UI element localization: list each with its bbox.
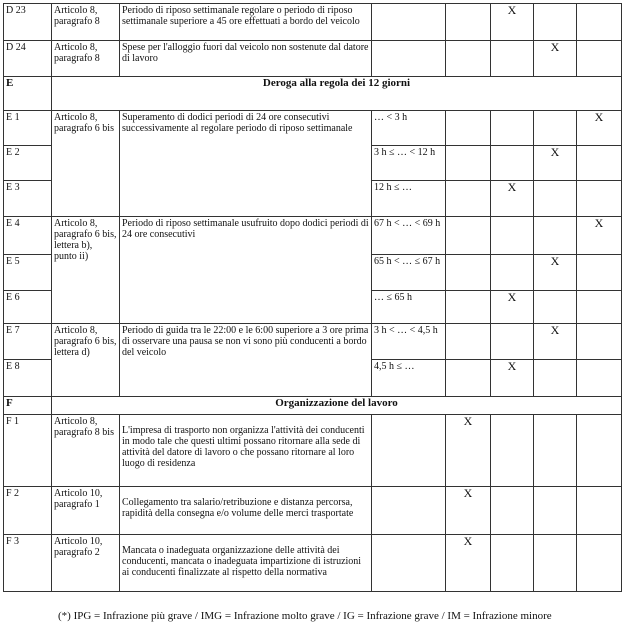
col-im-cell: [577, 324, 622, 360]
col-im-cell: [577, 181, 622, 217]
row-description: Periodo di guida tra le 22:00 e le 6:00 superiore a 3 ore prima di osservare una pausa se non vi sono più conducenti a bordo del veicolo: [120, 324, 372, 397]
row-code: D 24: [4, 41, 52, 77]
col-ig-cell: [534, 181, 577, 217]
row-code: E 4: [4, 217, 52, 255]
table-row-d24: [4, 41, 622, 77]
col-ig-cell: [534, 291, 577, 324]
col-im-cell: [577, 146, 622, 181]
row-code: F 2: [4, 487, 52, 535]
col-img-cell: [491, 217, 534, 255]
row-article: Articolo 8, paragrafo 8: [52, 4, 120, 41]
row-code: D 23: [4, 4, 52, 41]
col-ipg-cell: [446, 146, 491, 181]
col-im-cell: [577, 415, 622, 487]
col-im-cell: [577, 41, 622, 77]
col-im-cell: [577, 535, 622, 592]
section-title: Organizzazione del lavoro: [52, 397, 622, 415]
col-im-cell: [577, 291, 622, 324]
col-img-cell: [491, 41, 534, 77]
col-ig-cell: [534, 535, 577, 592]
col-ipg-cell: X: [446, 415, 491, 487]
row-code: F 1: [4, 415, 52, 487]
condition-cell: [372, 415, 446, 487]
row-article: Articolo 8, paragrafo 6 bis, lettera b), punto ii): [52, 217, 120, 324]
col-ig-cell: [534, 217, 577, 255]
col-ig-cell: X: [534, 41, 577, 77]
col-ipg-cell: X: [446, 487, 491, 535]
col-img-cell: X: [491, 181, 534, 217]
table-row-e4: [4, 217, 622, 255]
infringement-table: [3, 3, 622, 592]
row-article: Articolo 8, paragrafo 8: [52, 41, 120, 77]
section-row-f: [4, 397, 622, 415]
footnote: (*) IPG = Infrazione più grave / IMG = Infrazione molto grave / IG = Infrazione grave / IM = Infrazione minore: [58, 610, 552, 622]
col-im-cell: X: [577, 217, 622, 255]
col-ipg-cell: [446, 181, 491, 217]
col-ig-cell: [534, 4, 577, 41]
row-article: Articolo 8, paragrafo 8 bis: [52, 415, 120, 487]
condition-cell: [372, 4, 446, 41]
row-article: Articolo 10, paragrafo 1: [52, 487, 120, 535]
condition-cell: [372, 487, 446, 535]
col-img-cell: [491, 111, 534, 146]
col-ipg-cell: [446, 217, 491, 255]
row-code: F 3: [4, 535, 52, 592]
col-img-cell: [491, 535, 534, 592]
row-description: Periodo di riposo settimanale regolare o periodo di riposo settimanale superiore a 45 ore effettuati a bordo del veicolo: [120, 4, 372, 41]
col-ig-cell: [534, 360, 577, 397]
col-ipg-cell: X: [446, 535, 491, 592]
row-article: Articolo 8, paragrafo 6 bis: [52, 111, 120, 217]
col-ipg-cell: [446, 4, 491, 41]
col-ipg-cell: [446, 255, 491, 291]
section-title: Deroga alla regola dei 12 giorni: [52, 77, 622, 111]
col-img-cell: X: [491, 360, 534, 397]
col-im-cell: [577, 360, 622, 397]
col-img-cell: [491, 415, 534, 487]
row-description: Superamento di dodici periodi di 24 ore consecutivi successivamente al regolare periodo di riposo settimanale: [120, 111, 372, 217]
col-img-cell: [491, 324, 534, 360]
condition-cell: [372, 41, 446, 77]
col-ig-cell: [534, 415, 577, 487]
col-im-cell: X: [577, 111, 622, 146]
condition-cell: 4,5 h ≤ …: [372, 360, 446, 397]
col-im-cell: [577, 487, 622, 535]
row-code: E 5: [4, 255, 52, 291]
col-ipg-cell: [446, 291, 491, 324]
col-img-cell: [491, 255, 534, 291]
col-img-cell: X: [491, 291, 534, 324]
row-description: Spese per l'alloggio fuori dal veicolo non sostenute dal datore di lavoro: [120, 41, 372, 77]
row-description: Collegamento tra salario/retribuzione e distanza percorsa, rapidità della consegna e/o volume delle merci trasportate: [120, 487, 372, 535]
col-im-cell: [577, 4, 622, 41]
col-ipg-cell: [446, 41, 491, 77]
condition-cell: 3 h < … < 4,5 h: [372, 324, 446, 360]
row-description: L'impresa di trasporto non organizza l'attività dei conducenti in modo tale che questi ultimi possano ritornare alla sede di attività del datore di lavoro o che possano ritornare al loro luogo di residenza: [120, 415, 372, 487]
condition-cell: 3 h ≤ … < 12 h: [372, 146, 446, 181]
row-code: E 7: [4, 324, 52, 360]
row-code: E 6: [4, 291, 52, 324]
col-ig-cell: X: [534, 255, 577, 291]
row-code: E 2: [4, 146, 52, 181]
col-img-cell: X: [491, 4, 534, 41]
col-ig-cell: [534, 487, 577, 535]
col-ig-cell: X: [534, 146, 577, 181]
col-ipg-cell: [446, 324, 491, 360]
col-ipg-cell: [446, 360, 491, 397]
condition-cell: 65 h < … ≤ 67 h: [372, 255, 446, 291]
table-row-f3: [4, 535, 622, 592]
condition-cell: 12 h ≤ …: [372, 181, 446, 217]
row-description: Periodo di riposo settimanale usufruito dopo dodici periodi di 24 ore consecutivi: [120, 217, 372, 324]
row-code: E 3: [4, 181, 52, 217]
section-row-e: [4, 77, 622, 111]
condition-cell: [372, 535, 446, 592]
condition-cell: … < 3 h: [372, 111, 446, 146]
table-row-d23: [4, 4, 622, 41]
table-row-f1: [4, 415, 622, 487]
row-article: Articolo 10, paragrafo 2: [52, 535, 120, 592]
section-letter: F: [4, 397, 52, 415]
table-row-e1: [4, 111, 622, 146]
col-ipg-cell: [446, 111, 491, 146]
col-img-cell: [491, 146, 534, 181]
row-article: Articolo 8, paragrafo 6 bis, lettera d): [52, 324, 120, 397]
condition-cell: … ≤ 65 h: [372, 291, 446, 324]
table-row-e7: [4, 324, 622, 360]
row-code: E 1: [4, 111, 52, 146]
col-ig-cell: [534, 111, 577, 146]
col-im-cell: [577, 255, 622, 291]
condition-cell: 67 h < … < 69 h: [372, 217, 446, 255]
row-code: E 8: [4, 360, 52, 397]
row-description: Mancata o inadeguata organizzazione delle attività dei conducenti, mancata o inadeguata impartizione di istruzioni ai conducenti finalizzate al rispetto della normativa: [120, 535, 372, 592]
col-ig-cell: X: [534, 324, 577, 360]
col-img-cell: [491, 487, 534, 535]
table-row-f2: [4, 487, 622, 535]
section-letter: E: [4, 77, 52, 111]
